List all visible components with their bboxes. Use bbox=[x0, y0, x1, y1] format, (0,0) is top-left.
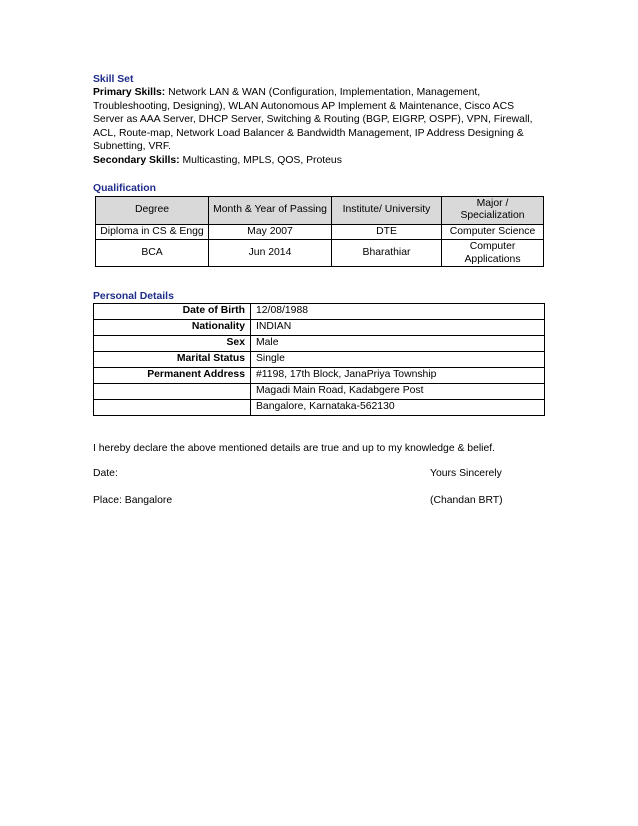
detail-key: Marital Status bbox=[94, 351, 251, 367]
detail-value: Male bbox=[251, 335, 545, 351]
personal-details-heading: Personal Details bbox=[93, 290, 174, 302]
institute-cell: DTE bbox=[332, 224, 442, 239]
personal-details-table bbox=[93, 303, 545, 416]
skill-set-heading: Skill Set bbox=[93, 74, 134, 85]
table-row bbox=[94, 351, 545, 367]
col-institute-header: Institute/ University bbox=[332, 196, 442, 224]
detail-key bbox=[94, 383, 251, 399]
detail-value: Bangalore, Karnataka-562130 bbox=[251, 399, 545, 415]
detail-value: #1198, 17th Block, JanaPriya Township bbox=[251, 367, 545, 383]
qualification-table bbox=[95, 196, 544, 267]
table-row bbox=[94, 367, 545, 383]
table-row bbox=[94, 319, 545, 335]
qualification-heading: Qualification bbox=[93, 182, 156, 194]
detail-value: 12/08/1988 bbox=[251, 303, 545, 319]
qualification-header-row bbox=[96, 196, 544, 224]
primary-skills-label: Primary Skills: bbox=[93, 87, 166, 98]
detail-key: Nationality bbox=[94, 319, 251, 335]
passing-cell: May 2007 bbox=[209, 224, 332, 239]
declaration-text: I hereby declare the above mentioned details are true and up to my knowledge & belief. bbox=[93, 442, 496, 454]
place-text: Place: Bangalore bbox=[93, 494, 173, 506]
table-row bbox=[94, 383, 545, 399]
detail-key: Sex bbox=[94, 335, 251, 351]
secondary-skills bbox=[93, 154, 545, 168]
primary-skills bbox=[93, 86, 545, 154]
table-row bbox=[94, 335, 545, 351]
col-passing-header: Month & Year of Passing bbox=[209, 196, 332, 224]
detail-key: Permanent Address bbox=[94, 367, 251, 383]
place-row bbox=[93, 494, 545, 507]
secondary-skills-label: Secondary Skills: bbox=[93, 154, 180, 166]
major-cell: Computer Science bbox=[442, 224, 544, 239]
detail-value: Single bbox=[251, 351, 545, 367]
major-cell: Computer Applications bbox=[442, 239, 544, 266]
resume-page bbox=[93, 73, 545, 507]
primary-skills-text: Network LAN & WAN (Configuration, Implementation, Management, Troubleshooting, Designing), WLAN Autonomous AP Implement & Maintenance, Cisco ACS Server as AAA Server, DHCP Server, Switching & Routing (BGP, EIGRP, OSPF), VPN, Firewall, ACL, Route-map, Network Load Balancer & Bandwidth Management, IP Address Designing & Subnetting, VRF. bbox=[93, 87, 533, 153]
closing-text: Yours Sincerely bbox=[430, 467, 502, 479]
passing-cell: Jun 2014 bbox=[209, 239, 332, 266]
detail-key bbox=[94, 399, 251, 415]
date-row bbox=[93, 467, 545, 480]
detail-value: Magadi Main Road, Kadabgere Post bbox=[251, 383, 545, 399]
secondary-skills-text: Multicasting, MPLS, QOS, Proteus bbox=[179, 154, 342, 166]
institute-cell: Bharathiar bbox=[332, 239, 442, 266]
detail-key: Date of Birth bbox=[94, 303, 251, 319]
degree-cell: Diploma in CS & Engg bbox=[96, 224, 209, 239]
table-row bbox=[94, 303, 545, 319]
col-major-header: Major / Specialization bbox=[442, 196, 544, 224]
table-row bbox=[96, 239, 544, 266]
table-row bbox=[96, 224, 544, 239]
detail-value: INDIAN bbox=[251, 319, 545, 335]
col-degree-header: Degree bbox=[96, 196, 209, 224]
degree-cell: BCA bbox=[96, 239, 209, 266]
signature-name: (Chandan BRT) bbox=[430, 494, 503, 506]
table-row bbox=[94, 399, 545, 415]
date-label: Date: bbox=[93, 467, 118, 479]
